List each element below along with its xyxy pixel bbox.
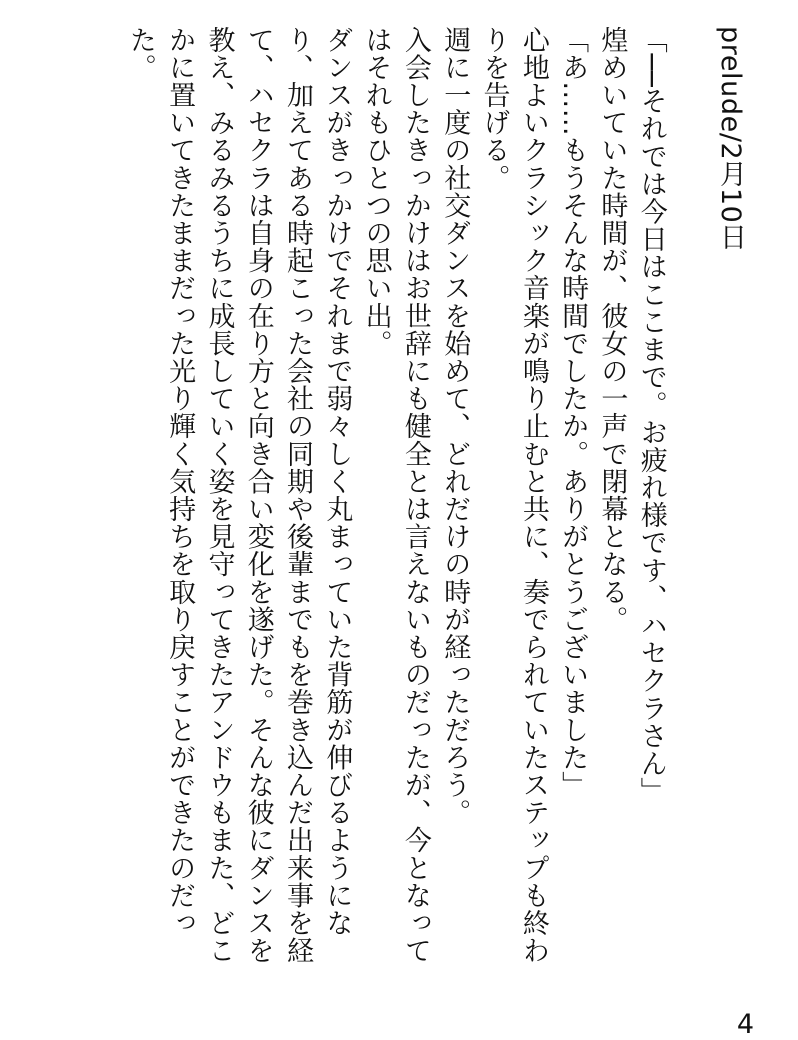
chapter-heading: prelude/2月10日 — [715, 26, 746, 252]
vertical-text-block — [121, 26, 750, 986]
paragraph-2: 煌めいていた時間が、彼女の一声で閉幕となる。 — [596, 26, 628, 634]
paragraph-6: 入会したきっかけはお世辞にも健全とは言えないものだったが、今となってはそれもひとつの思い出。 — [360, 26, 431, 965]
paragraph-5: 週に一度の社交ダンスを始めて、どれだけの時が経っただろう。 — [439, 26, 471, 827]
paragraph-3: 「あ……もうそんな時間でしたか。ありがとうございました」 — [557, 26, 589, 799]
paragraph-1: 「──それでは今日はここまで。お疲れ様です、ハセクラさん」 — [635, 26, 667, 805]
paragraph-7: ダンスがきっかけでそれまで弱々しく丸まっていた背筋が伸びるようになり、加えてある時起こった会社の同期や後輩までもを巻き込んだ出来事を経て、ハセクラは自身の在り方と向き合い変化を遂げた。そんな彼にダンスを教え、みるみるうちに成長していく姿を見守ってきたアンドウもまた、どこかに置いてきたままだった光り輝く気持ちを取り戻すことができたのだった。 — [124, 26, 353, 965]
page-number: 4 — [736, 1009, 754, 1040]
paragraph-4: 心地よいクラシック音楽が鳴り止むと共に、奏でられていたステップも終わりを告げる。 — [478, 26, 549, 965]
